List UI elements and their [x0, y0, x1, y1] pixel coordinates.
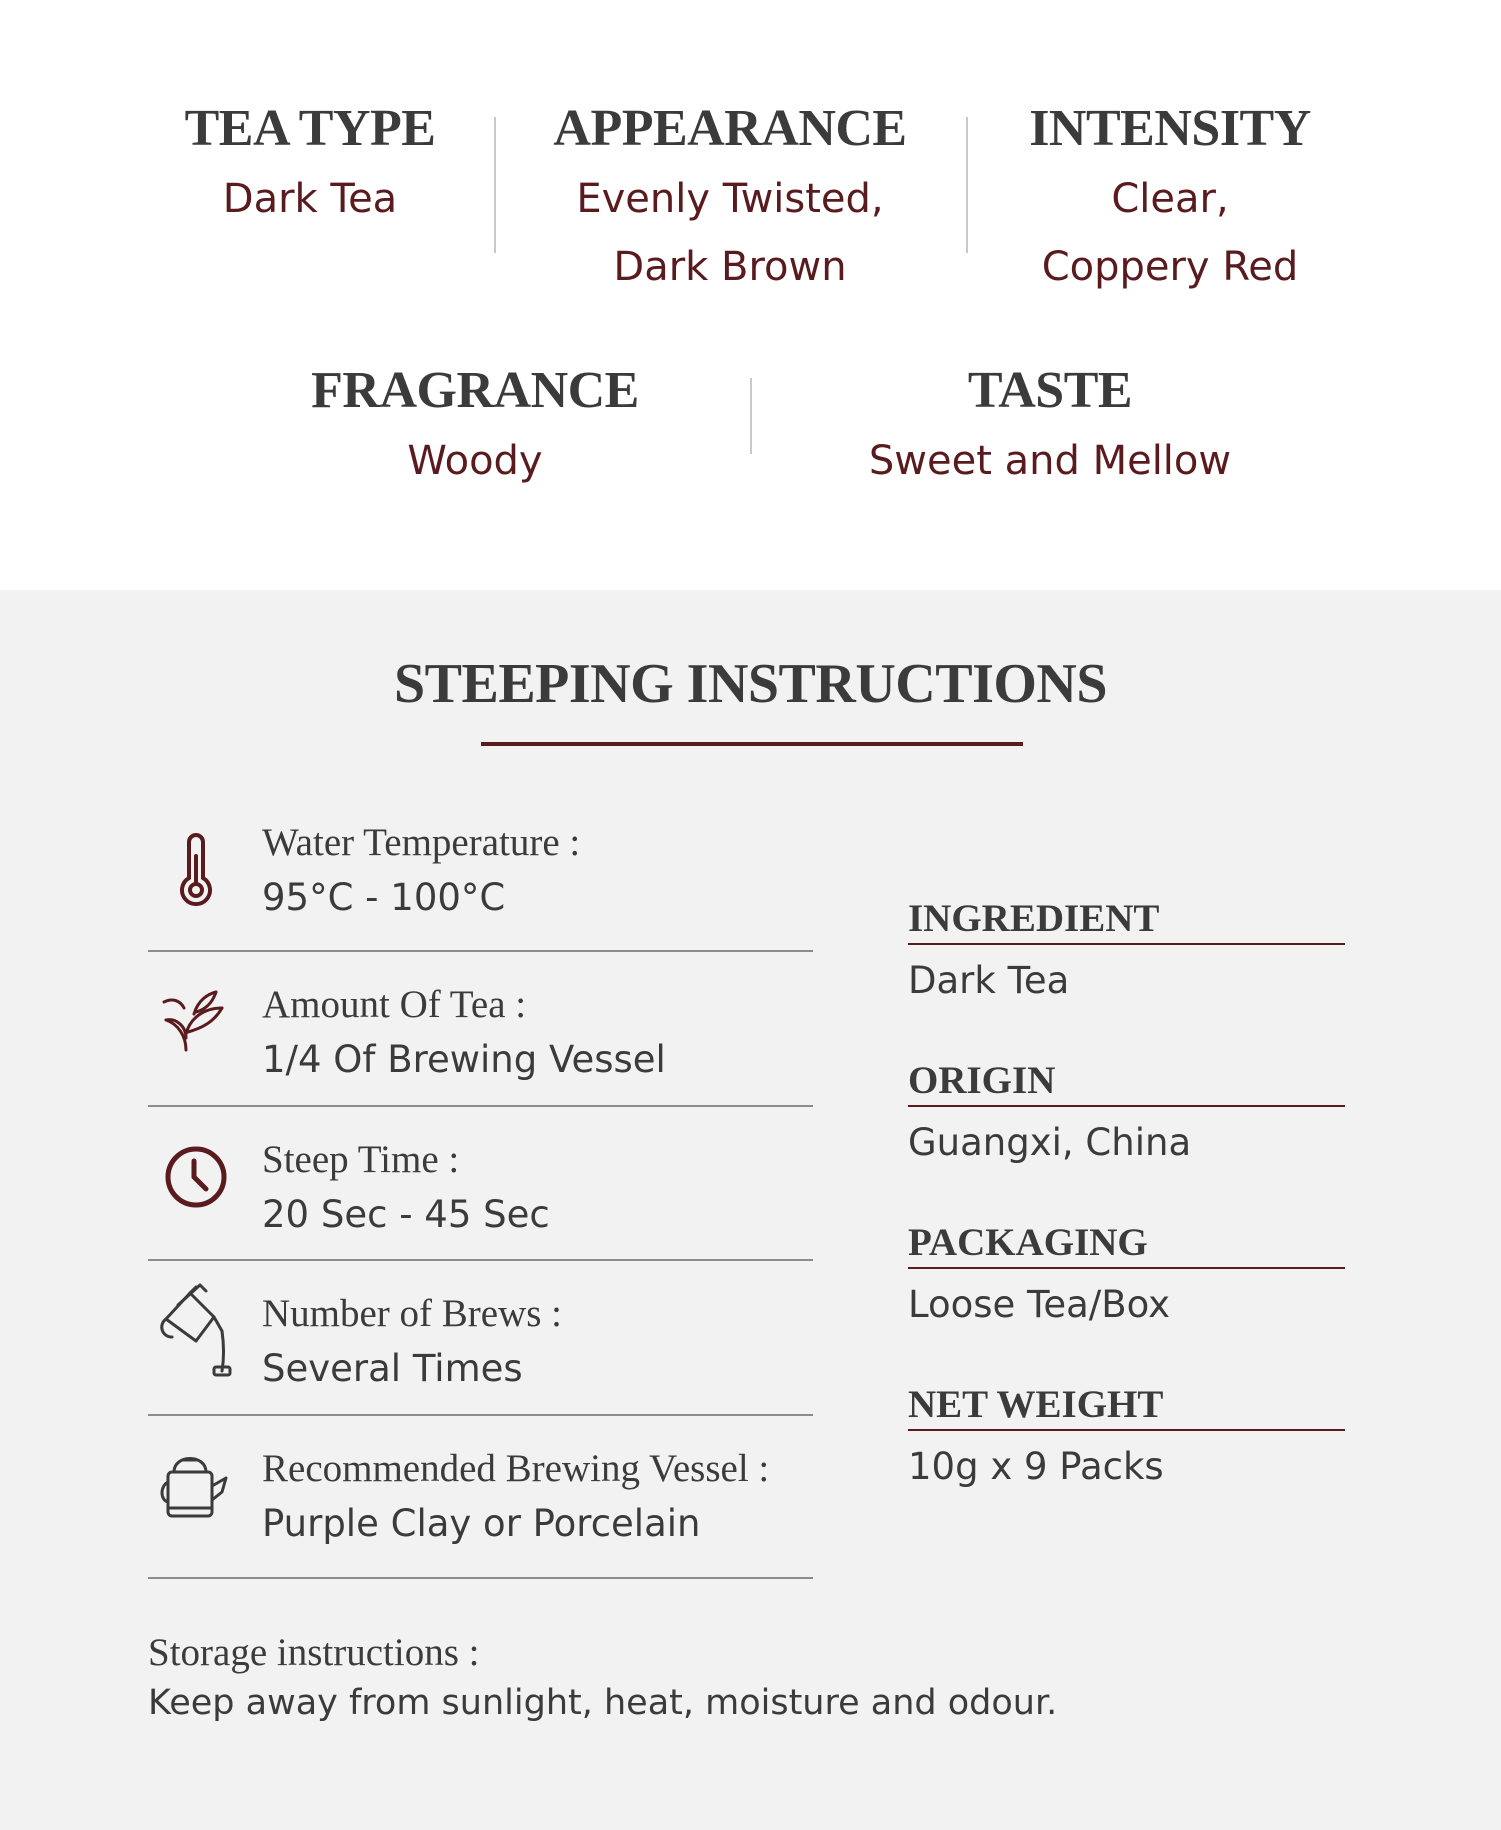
- step-steep-time: [148, 1107, 813, 1261]
- section-title: STEEPING INSTRUCTIONS: [393, 653, 1108, 715]
- attribute-label: FRAGRANCE: [311, 362, 639, 419]
- pouring-teapot-icon: [156, 1279, 236, 1379]
- attribute-value-line-2: Coppery Red: [1041, 244, 1299, 291]
- info-value: 10g x 9 Packs: [908, 1444, 1164, 1488]
- attribute-value: Sweet and Mellow: [868, 438, 1232, 485]
- attribute-fragrance: [275, 362, 675, 495]
- step-label: Amount Of Tea :: [262, 983, 527, 1026]
- info-packaging: [908, 1222, 1345, 1326]
- info-value: Loose Tea/Box: [908, 1282, 1171, 1326]
- title-underline: [481, 742, 1023, 746]
- attribute-taste: [820, 362, 1280, 495]
- thermometer-icon: [156, 830, 236, 910]
- teapot-icon: [156, 1446, 236, 1526]
- tea-leaf-icon: [156, 978, 236, 1058]
- step-label: Recommended Brewing Vessel :: [262, 1447, 770, 1490]
- attribute-value-line-2: Dark Brown: [613, 244, 847, 291]
- attribute-tea-type: [130, 100, 490, 233]
- step-amount-of-tea: [148, 952, 813, 1107]
- attribute-value-line-1: Evenly Twisted,: [576, 176, 884, 223]
- divider: [966, 117, 968, 253]
- step-number-of-brews: [148, 1261, 813, 1416]
- info-value: Guangxi, China: [908, 1120, 1192, 1164]
- step-value: 95°C - 100°C: [262, 876, 506, 919]
- attribute-label: INTENSITY: [1029, 100, 1311, 157]
- divider: [148, 1577, 813, 1579]
- steeping-section: [0, 590, 1501, 1830]
- step-value: 20 Sec - 45 Sec: [262, 1193, 550, 1236]
- step-brewing-vessel: [148, 1416, 813, 1579]
- info-label: NET WEIGHT: [908, 1384, 1345, 1431]
- step-label: Water Temperature :: [262, 821, 581, 864]
- attribute-value-line-1: Clear,: [1111, 176, 1229, 223]
- storage-label: Storage instructions :: [148, 1631, 480, 1674]
- info-label: ORIGIN: [908, 1060, 1345, 1107]
- storage-value: Keep away from sunlight, heat, moisture and odour.: [148, 1683, 1058, 1723]
- step-value: Several Times: [262, 1347, 523, 1390]
- attribute-value: Woody: [407, 438, 543, 485]
- attribute-label: TEA TYPE: [184, 100, 436, 157]
- info-net-weight: [908, 1384, 1345, 1488]
- attribute-label: APPEARANCE: [553, 100, 907, 157]
- attribute-value: Dark Tea: [222, 176, 398, 223]
- step-water-temperature: [148, 820, 813, 952]
- attribute-label: TASTE: [967, 362, 1133, 419]
- info-ingredient: [908, 898, 1345, 1002]
- attribute-appearance: [520, 100, 940, 301]
- info-value: Dark Tea: [908, 958, 1070, 1002]
- info-origin: [908, 1060, 1345, 1164]
- info-label: PACKAGING: [908, 1222, 1345, 1269]
- divider: [494, 117, 496, 253]
- attribute-intensity: [990, 100, 1350, 301]
- clock-icon: [156, 1137, 236, 1217]
- step-value: Purple Clay or Porcelain: [262, 1502, 701, 1545]
- info-label: INGREDIENT: [908, 898, 1345, 945]
- divider: [750, 378, 752, 454]
- step-label: Number of Brews :: [262, 1292, 563, 1335]
- step-value: 1/4 Of Brewing Vessel: [262, 1038, 666, 1081]
- step-label: Steep Time :: [262, 1138, 460, 1181]
